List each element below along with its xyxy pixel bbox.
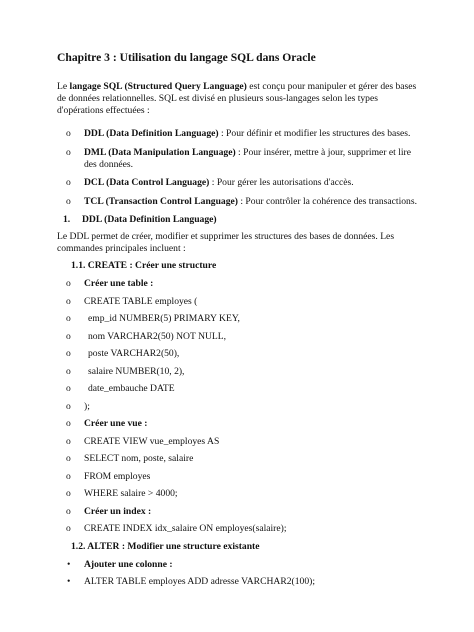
circle-bullet-icon: o: [66, 488, 71, 499]
code-line: [57, 576, 420, 588]
code-text: SELECT nom, poste, salaire: [84, 453, 194, 464]
section-number: 1.: [63, 214, 71, 225]
code-text: FROM employes: [84, 470, 151, 482]
sublanguage-list: [57, 128, 420, 208]
dot-bullet-icon: •: [67, 576, 71, 587]
sublanguage-name: TCL (Transaction Control Language): [84, 195, 238, 207]
circle-bullet-icon: o: [66, 348, 71, 359]
section-title: DDL (Data Definition Language): [82, 214, 217, 225]
circle-bullet-icon: o: [66, 400, 71, 412]
sublanguage-item: [57, 177, 420, 189]
intro-paragraph: [57, 81, 420, 117]
circle-bullet-icon: o: [66, 523, 71, 534]
dot-bullet-icon: •: [67, 558, 71, 570]
code-text: emp_id NUMBER(5) PRIMARY KEY,: [88, 313, 240, 324]
sublanguage-item: [57, 196, 420, 208]
circle-bullet-icon: o: [66, 453, 71, 464]
code-list-heading: [57, 278, 420, 290]
code-line: [57, 401, 420, 413]
section-heading-ddl: [57, 214, 420, 226]
circle-bullet-icon: o: [66, 278, 71, 289]
code-line: [57, 313, 420, 325]
code-heading-text: Ajouter une colonne :: [84, 558, 173, 570]
code-heading-text: Créer un index :: [84, 505, 152, 517]
code-list-heading: [57, 559, 420, 571]
circle-bullet-icon: o: [66, 435, 71, 447]
code-line: [57, 488, 420, 500]
code-text: CREATE INDEX idx_salaire ON employes(salaire);: [84, 523, 287, 534]
sublanguage-desc: : Pour contrôler la cohérence des transactions.: [237, 195, 417, 207]
sublanguage-name: DCL (Data Control Language): [84, 177, 210, 188]
intro-prefix: Le: [57, 81, 70, 92]
ddl-intro-paragraph: Le DDL permet de créer, modifier et supprimer les structures des bases de données. Les commandes principales incluent :: [57, 231, 395, 254]
sublanguage-name: DML (Data Manipulation Language): [84, 146, 236, 158]
code-text: WHERE salaire > 4000;: [84, 488, 178, 499]
subheading-create: 1.1. CREATE : Créer une structure: [71, 260, 217, 271]
code-line: [57, 296, 420, 308]
code-text: poste VARCHAR2(50),: [88, 348, 180, 359]
code-line: [57, 436, 420, 448]
intro-bold-term: langage SQL (Structured Query Language): [69, 81, 247, 92]
subheading-alter: 1.2. ALTER : Modifier une structure existante: [71, 540, 260, 552]
circle-bullet-icon: o: [66, 418, 71, 429]
circle-bullet-icon: o: [66, 177, 71, 188]
intro-suffix: est conçu pour manipuler et gérer des bases de données relationnelles. SQL est divisé en plusieurs sous-langages selon les types d'opérations effectuées :: [57, 81, 417, 116]
code-heading-text: Créer une vue :: [84, 418, 148, 429]
circle-bullet-icon: o: [66, 505, 71, 517]
circle-bullet-icon: o: [66, 330, 71, 342]
code-line: [57, 348, 420, 360]
code-text: CREATE TABLE employes (: [84, 295, 198, 307]
sublanguage-item: [57, 147, 420, 171]
code-line: [57, 366, 420, 378]
circle-bullet-icon: o: [66, 295, 71, 307]
circle-bullet-icon: o: [66, 470, 71, 482]
code-text: );: [84, 400, 90, 412]
code-line: [57, 523, 420, 535]
code-line: [57, 471, 420, 483]
code-list-heading: [57, 418, 420, 430]
code-line: [57, 453, 420, 465]
circle-bullet-icon: o: [66, 128, 71, 139]
circle-bullet-icon: o: [66, 146, 71, 158]
code-text: salaire NUMBER(10, 2),: [88, 365, 185, 377]
sublanguage-desc: : Pour insérer, mettre à jour, supprimer et lire des données.: [84, 146, 411, 170]
alter-code-list: [57, 559, 420, 589]
sublanguage-item: [57, 128, 420, 140]
chapter-title: Chapitre 3 : Utilisation du langage SQL dans Oracle: [57, 51, 316, 64]
code-text: nom VARCHAR2(50) NOT NULL,: [88, 330, 227, 342]
circle-bullet-icon: o: [66, 365, 71, 377]
circle-bullet-icon: o: [66, 313, 71, 324]
circle-bullet-icon: o: [66, 195, 71, 207]
sublanguage-desc: : Pour gérer les autorisations d'accès.: [209, 177, 354, 188]
code-text: CREATE VIEW vue_employes AS: [84, 435, 220, 447]
code-line: [57, 331, 420, 343]
sublanguage-desc: : Pour définir et modifier les structures des bases.: [218, 128, 411, 139]
code-heading-text: Créer une table :: [84, 278, 154, 289]
create-code-list: [57, 278, 420, 535]
sublanguage-name: DDL (Data Definition Language): [84, 128, 219, 139]
code-list-heading: [57, 506, 420, 518]
circle-bullet-icon: o: [66, 383, 71, 394]
code-text: ALTER TABLE employes ADD adresse VARCHAR2(100);: [84, 576, 315, 587]
code-text: date_embauche DATE: [88, 383, 175, 394]
code-line: [57, 383, 420, 395]
